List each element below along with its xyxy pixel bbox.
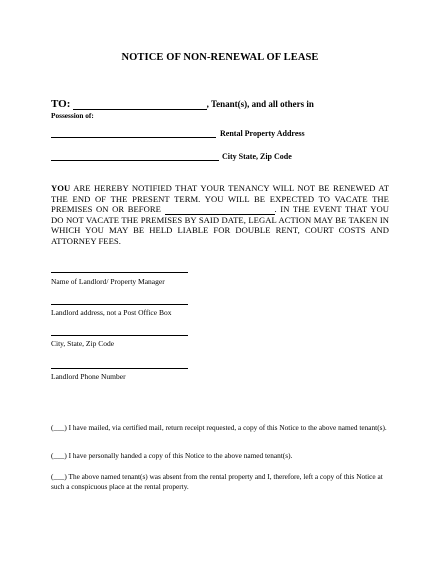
document-title: NOTICE OF NON-RENEWAL OF LEASE [121,52,319,63]
landlord-phone-label: Landlord Phone Number [51,372,126,381]
notice-paragraph [51,183,389,247]
landlord-address-line[interactable] [51,304,188,305]
landlord-city-line[interactable] [51,335,188,336]
landlord-city-label: City, State, Zip Code [51,339,115,348]
to-suffix: , Tenant(s), and all others in [206,99,314,109]
vacate-date-blank[interactable] [165,206,275,215]
service-option-handed[interactable]: (___) I have personally handed a copy of this Notice to the above named tenant(s). [51,451,293,460]
notice-text-1: ARE HEREBY NOTIFIED THAT YOUR TENANCY WILL NOT BE RENEWED AT THE END OF THE PRESENT TERM. YOU WILL BE EXPECTED TO VACATE THE PREMISES ON OR BEFORE [51,183,389,215]
notice-lead: YOU [51,183,71,193]
landlord-phone-line[interactable] [51,368,188,369]
service-option-posted[interactable]: (___) The above named tenant(s) was absent from the rental property and I, therefore, left a copy of this Notice at such a conspicuous place at the rental property. [51,472,383,491]
rental-address-blank[interactable] [51,137,216,138]
rental-address-label: Rental Property Address [220,129,305,138]
landlord-address-label: Landlord address, not a Post Office Box [51,308,172,317]
city-state-zip-label: City State, Zip Code [222,152,292,161]
landlord-name-label: Name of Landlord/ Property Manager [51,277,165,286]
landlord-name-line[interactable] [51,272,188,273]
possession-label: Possession of: [51,111,94,120]
to-label: TO: [51,98,71,110]
tenant-name-blank[interactable] [73,109,207,110]
city-state-zip-blank[interactable] [51,160,219,161]
service-option-mailed[interactable]: (___) I have mailed, via certified mail, return receipt requested, a copy of this Notice to the above named tenant(s). [51,423,387,432]
notice-text-2: . IN THE EVENT THAT YOU DO NOT VACATE THE PREMISES BY SAID DATE, LEGAL ACTION MAY BE TAKEN IN WHICH YOU MAY BE HELD LIABLE FOR DOUBLE RENT, COURT COSTS AND ATTORNEY FEES. [51,204,389,246]
to-line [51,98,314,110]
